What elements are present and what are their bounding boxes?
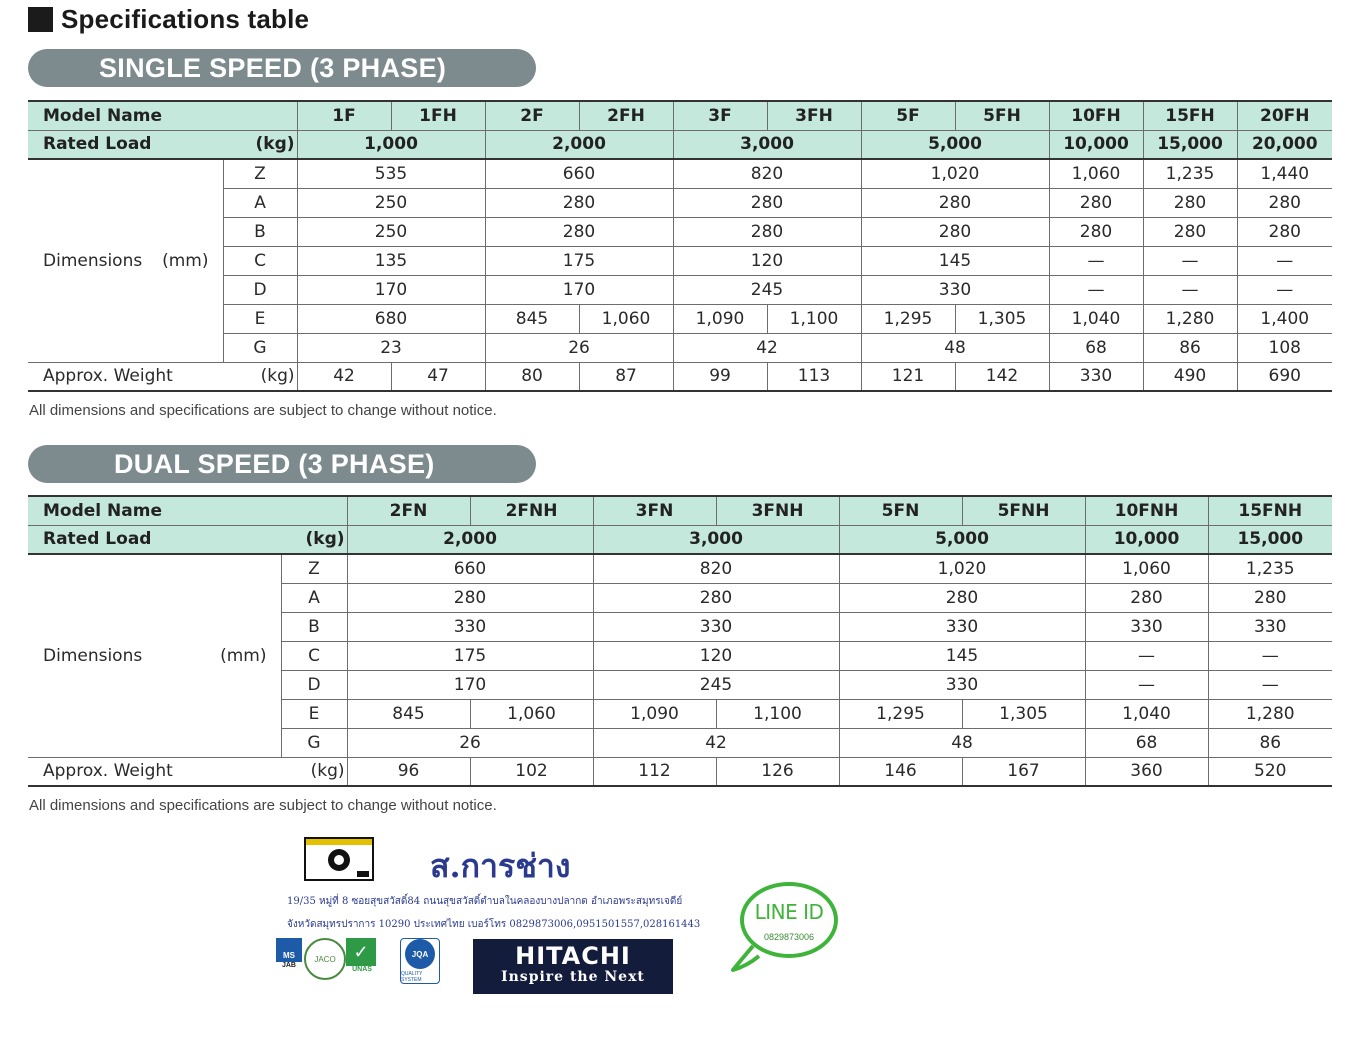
weight-text: Approx. Weight [43, 366, 173, 387]
weight-cell: 330 [1049, 362, 1143, 391]
dim-cell: 145 [839, 641, 1085, 670]
model-cell: 5FN [839, 496, 962, 525]
dim-cell: 280 [1085, 583, 1208, 612]
dimensions-text: Dimensions [43, 250, 143, 271]
weight-cell: 520 [1208, 757, 1332, 786]
dim-cell: 280 [861, 188, 1049, 217]
dim-cell: 42 [593, 728, 839, 757]
hitachi-tagline: Inspire the Next [501, 969, 645, 985]
dim-cell: 280 [839, 583, 1085, 612]
dim-cell: 280 [1049, 188, 1143, 217]
dim-cell: 1,235 [1208, 554, 1332, 583]
dim-cell: 535 [297, 159, 485, 188]
dim-cell: 1,090 [593, 699, 716, 728]
dim-cell: 820 [673, 159, 861, 188]
dim-key: D [281, 670, 347, 699]
disclaimer-note: All dimensions and specifications are subject to change without notice. [29, 402, 497, 419]
company-address-line2: จังหวัดสมุทรปราการ 10290 ประเทศไทย เบอร์โทร 0829873006,0951501557,028161443 [287, 919, 701, 930]
rated-load-unit: (kg) [305, 529, 345, 550]
weight-cell: 87 [579, 362, 673, 391]
dim-cell: 1,400 [1237, 304, 1332, 333]
dim-cell: 108 [1237, 333, 1332, 362]
model-cell: 1FH [391, 101, 485, 130]
dim-row-c [28, 246, 1332, 275]
dim-cell: — [1085, 670, 1208, 699]
weight-cell: 112 [593, 757, 716, 786]
dim-cell: 280 [1143, 188, 1237, 217]
dim-cell: 330 [839, 612, 1085, 641]
dim-cell: 280 [1237, 188, 1332, 217]
dim-cell: 170 [347, 670, 593, 699]
dim-cell: 170 [485, 275, 673, 304]
dim-row-z [28, 159, 1332, 188]
weight-cell: 360 [1085, 757, 1208, 786]
weight-label [28, 362, 297, 391]
weight-unit: (kg) [310, 761, 345, 782]
hitachi-logo [473, 939, 673, 994]
dim-cell: — [1143, 246, 1237, 275]
dim-key: C [281, 641, 347, 670]
title-square-icon [28, 7, 53, 32]
dim-cell: 280 [673, 188, 861, 217]
dim-cell: 1,060 [470, 699, 593, 728]
rated-load-cell: 5,000 [861, 130, 1049, 159]
dim-cell: 845 [347, 699, 470, 728]
dim-cell: 1,305 [955, 304, 1049, 333]
hitachi-brand: HITACHI [515, 942, 631, 970]
crane-hook-logo-icon [304, 837, 374, 881]
dim-key: Z [223, 159, 297, 188]
dim-cell: 1,235 [1143, 159, 1237, 188]
dim-key: A [223, 188, 297, 217]
dim-cell: 1,100 [716, 699, 839, 728]
model-cell: 2FN [347, 496, 470, 525]
dim-cell: 1,305 [962, 699, 1085, 728]
dim-cell: 1,060 [1085, 554, 1208, 583]
single-speed-heading: SINGLE SPEED (3 PHASE) [28, 49, 536, 87]
dim-cell: 120 [593, 641, 839, 670]
dim-cell: 48 [861, 333, 1049, 362]
dimensions-label [28, 159, 223, 362]
dim-cell: 26 [485, 333, 673, 362]
model-cell: 10FNH [1085, 496, 1208, 525]
rated-load-row [28, 525, 1332, 554]
rated-load-text: Rated Load [43, 134, 152, 155]
dim-cell: 1,295 [839, 699, 962, 728]
dim-cell: — [1143, 275, 1237, 304]
dim-cell: 280 [1237, 217, 1332, 246]
model-row [28, 101, 1332, 130]
dim-cell: 1,060 [579, 304, 673, 333]
line-id-label: LINE ID [754, 900, 824, 924]
model-cell: 1F [297, 101, 391, 130]
model-cell: 2FH [579, 101, 673, 130]
rated-load-cell: 2,000 [347, 525, 593, 554]
dim-key: E [281, 699, 347, 728]
dim-cell: 280 [593, 583, 839, 612]
dim-cell: 48 [839, 728, 1085, 757]
model-cell: 5F [861, 101, 955, 130]
dim-row-z [28, 554, 1332, 583]
model-cell: 3FN [593, 496, 716, 525]
dim-cell: 250 [297, 217, 485, 246]
dim-cell: 660 [347, 554, 593, 583]
model-cell: 3F [673, 101, 767, 130]
model-cell: 3FNH [716, 496, 839, 525]
dim-cell: 250 [297, 188, 485, 217]
dim-cell: 1,060 [1049, 159, 1143, 188]
rated-load-label [28, 525, 347, 554]
dim-cell: — [1208, 641, 1332, 670]
dim-cell: 42 [673, 333, 861, 362]
disclaimer-note: All dimensions and specifications are subject to change without notice. [29, 797, 497, 814]
rated-load-cell: 2,000 [485, 130, 673, 159]
dim-cell: 1,040 [1049, 304, 1143, 333]
rated-load-label [28, 130, 297, 159]
rated-load-cell: 10,000 [1049, 130, 1143, 159]
dim-cell: 820 [593, 554, 839, 583]
dim-cell: 680 [297, 304, 485, 333]
dim-cell: 175 [485, 246, 673, 275]
dim-cell: 86 [1208, 728, 1332, 757]
dual-speed-table [28, 495, 1332, 787]
dim-cell: 86 [1143, 333, 1237, 362]
rated-load-row [28, 130, 1332, 159]
weight-cell: 126 [716, 757, 839, 786]
model-cell: 15FH [1143, 101, 1237, 130]
dim-key: E [223, 304, 297, 333]
weight-cell: 80 [485, 362, 579, 391]
model-name-label: Model Name [28, 101, 297, 130]
dim-key: G [223, 333, 297, 362]
dim-cell: 1,100 [767, 304, 861, 333]
dim-cell: 845 [485, 304, 579, 333]
model-cell: 5FH [955, 101, 1049, 130]
dim-cell: 330 [347, 612, 593, 641]
dim-cell: 280 [1049, 217, 1143, 246]
dim-cell: 330 [1085, 612, 1208, 641]
dim-row-d [28, 275, 1332, 304]
dimensions-text: Dimensions [43, 645, 143, 666]
weight-cell: 42 [297, 362, 391, 391]
dim-key: D [223, 275, 297, 304]
company-name: ส.การช่าง [430, 847, 571, 885]
dimensions-unit: (mm) [162, 250, 209, 271]
rated-load-cell: 15,000 [1143, 130, 1237, 159]
dim-cell: 245 [673, 275, 861, 304]
weight-cell: 690 [1237, 362, 1332, 391]
dim-cell: 1,020 [839, 554, 1085, 583]
model-cell: 10FH [1049, 101, 1143, 130]
iso-cert-icon: JACO [304, 938, 346, 980]
dim-key: C [223, 246, 297, 275]
dim-cell: 330 [593, 612, 839, 641]
dim-cell: 145 [861, 246, 1049, 275]
rated-load-cell: 20,000 [1237, 130, 1332, 159]
company-address-line1: 19/35 หมู่ที่ 8 ซอยสุขสวัสดิ์84 ถนนสุขสวัสดิ์ตำบลในคลองบางปลากด อำเภอพระสมุทรเจดีย์ [287, 896, 683, 907]
weight-cell: 47 [391, 362, 485, 391]
weight-cell: 121 [861, 362, 955, 391]
dim-cell: 660 [485, 159, 673, 188]
rated-load-unit: (kg) [255, 134, 295, 155]
dim-cell: 1,295 [861, 304, 955, 333]
weight-cell: 490 [1143, 362, 1237, 391]
rated-load-cell: 3,000 [593, 525, 839, 554]
weight-row [28, 362, 1332, 391]
dim-cell: 175 [347, 641, 593, 670]
dim-cell: 68 [1085, 728, 1208, 757]
dimensions-label [28, 554, 281, 757]
dim-cell: — [1049, 275, 1143, 304]
rated-load-cell: 5,000 [839, 525, 1085, 554]
weight-text: Approx. Weight [43, 761, 173, 782]
dim-cell: 330 [839, 670, 1085, 699]
model-cell: 15FNH [1208, 496, 1332, 525]
weight-label [28, 757, 347, 786]
dim-cell: 1,280 [1143, 304, 1237, 333]
dual-speed-heading: DUAL SPEED (3 PHASE) [28, 445, 536, 483]
dim-key: A [281, 583, 347, 612]
rated-load-cell: 10,000 [1085, 525, 1208, 554]
dim-cell: 1,020 [861, 159, 1049, 188]
jqa-cert-icon: JQA QUALITY SYSTEM [400, 938, 440, 984]
dim-key: B [223, 217, 297, 246]
model-cell: 20FH [1237, 101, 1332, 130]
dim-cell: 245 [593, 670, 839, 699]
rated-load-cell: 15,000 [1208, 525, 1332, 554]
weight-cell: 142 [955, 362, 1049, 391]
dim-row-g [28, 333, 1332, 362]
single-speed-table [28, 100, 1332, 392]
line-id-badge[interactable] [740, 882, 838, 958]
dim-cell: 135 [297, 246, 485, 275]
dim-row-b [28, 217, 1332, 246]
weight-cell: 113 [767, 362, 861, 391]
ms-jab-cert-icon: MS JAB [276, 938, 302, 982]
dim-cell: 68 [1049, 333, 1143, 362]
dim-cell: 330 [1208, 612, 1332, 641]
model-cell: 3FH [767, 101, 861, 130]
model-cell: 2FNH [470, 496, 593, 525]
line-id-number: 0829873006 [763, 932, 815, 942]
dim-key: B [281, 612, 347, 641]
dim-key: G [281, 728, 347, 757]
dim-cell: 1,040 [1085, 699, 1208, 728]
dimensions-unit: (mm) [220, 645, 267, 666]
model-row [28, 496, 1332, 525]
dim-cell: — [1049, 246, 1143, 275]
dim-cell: 280 [485, 188, 673, 217]
dim-cell: — [1208, 670, 1332, 699]
dim-cell: 1,280 [1208, 699, 1332, 728]
rated-load-cell: 3,000 [673, 130, 861, 159]
page-title [28, 4, 309, 34]
dim-cell: — [1237, 246, 1332, 275]
rated-load-cell: 1,000 [297, 130, 485, 159]
model-cell: 5FNH [962, 496, 1085, 525]
dim-key: Z [281, 554, 347, 583]
dim-cell: 26 [347, 728, 593, 757]
weight-cell: 99 [673, 362, 767, 391]
dim-cell: — [1237, 275, 1332, 304]
unas-cert-icon: ✓ UNAS [346, 938, 378, 984]
dim-cell: 120 [673, 246, 861, 275]
dim-cell: 280 [673, 217, 861, 246]
dim-cell: 170 [297, 275, 485, 304]
dim-cell: 280 [1143, 217, 1237, 246]
weight-cell: 96 [347, 757, 470, 786]
page-title-text: Specifications table [61, 3, 310, 34]
dim-cell: 280 [861, 217, 1049, 246]
dim-cell: 1,090 [673, 304, 767, 333]
model-cell: 2F [485, 101, 579, 130]
dim-cell: 280 [485, 217, 673, 246]
weight-cell: 167 [962, 757, 1085, 786]
weight-unit: (kg) [260, 366, 295, 387]
weight-cell: 146 [839, 757, 962, 786]
rated-load-text: Rated Load [43, 529, 152, 550]
weight-cell: 102 [470, 757, 593, 786]
dim-cell: 23 [297, 333, 485, 362]
dim-cell: 1,440 [1237, 159, 1332, 188]
dim-cell: 330 [861, 275, 1049, 304]
dim-cell: — [1085, 641, 1208, 670]
dim-row-e [28, 304, 1332, 333]
weight-row [28, 757, 1332, 786]
dim-cell: 280 [347, 583, 593, 612]
model-name-label: Model Name [28, 496, 347, 525]
dim-row-a [28, 188, 1332, 217]
dim-cell: 280 [1208, 583, 1332, 612]
